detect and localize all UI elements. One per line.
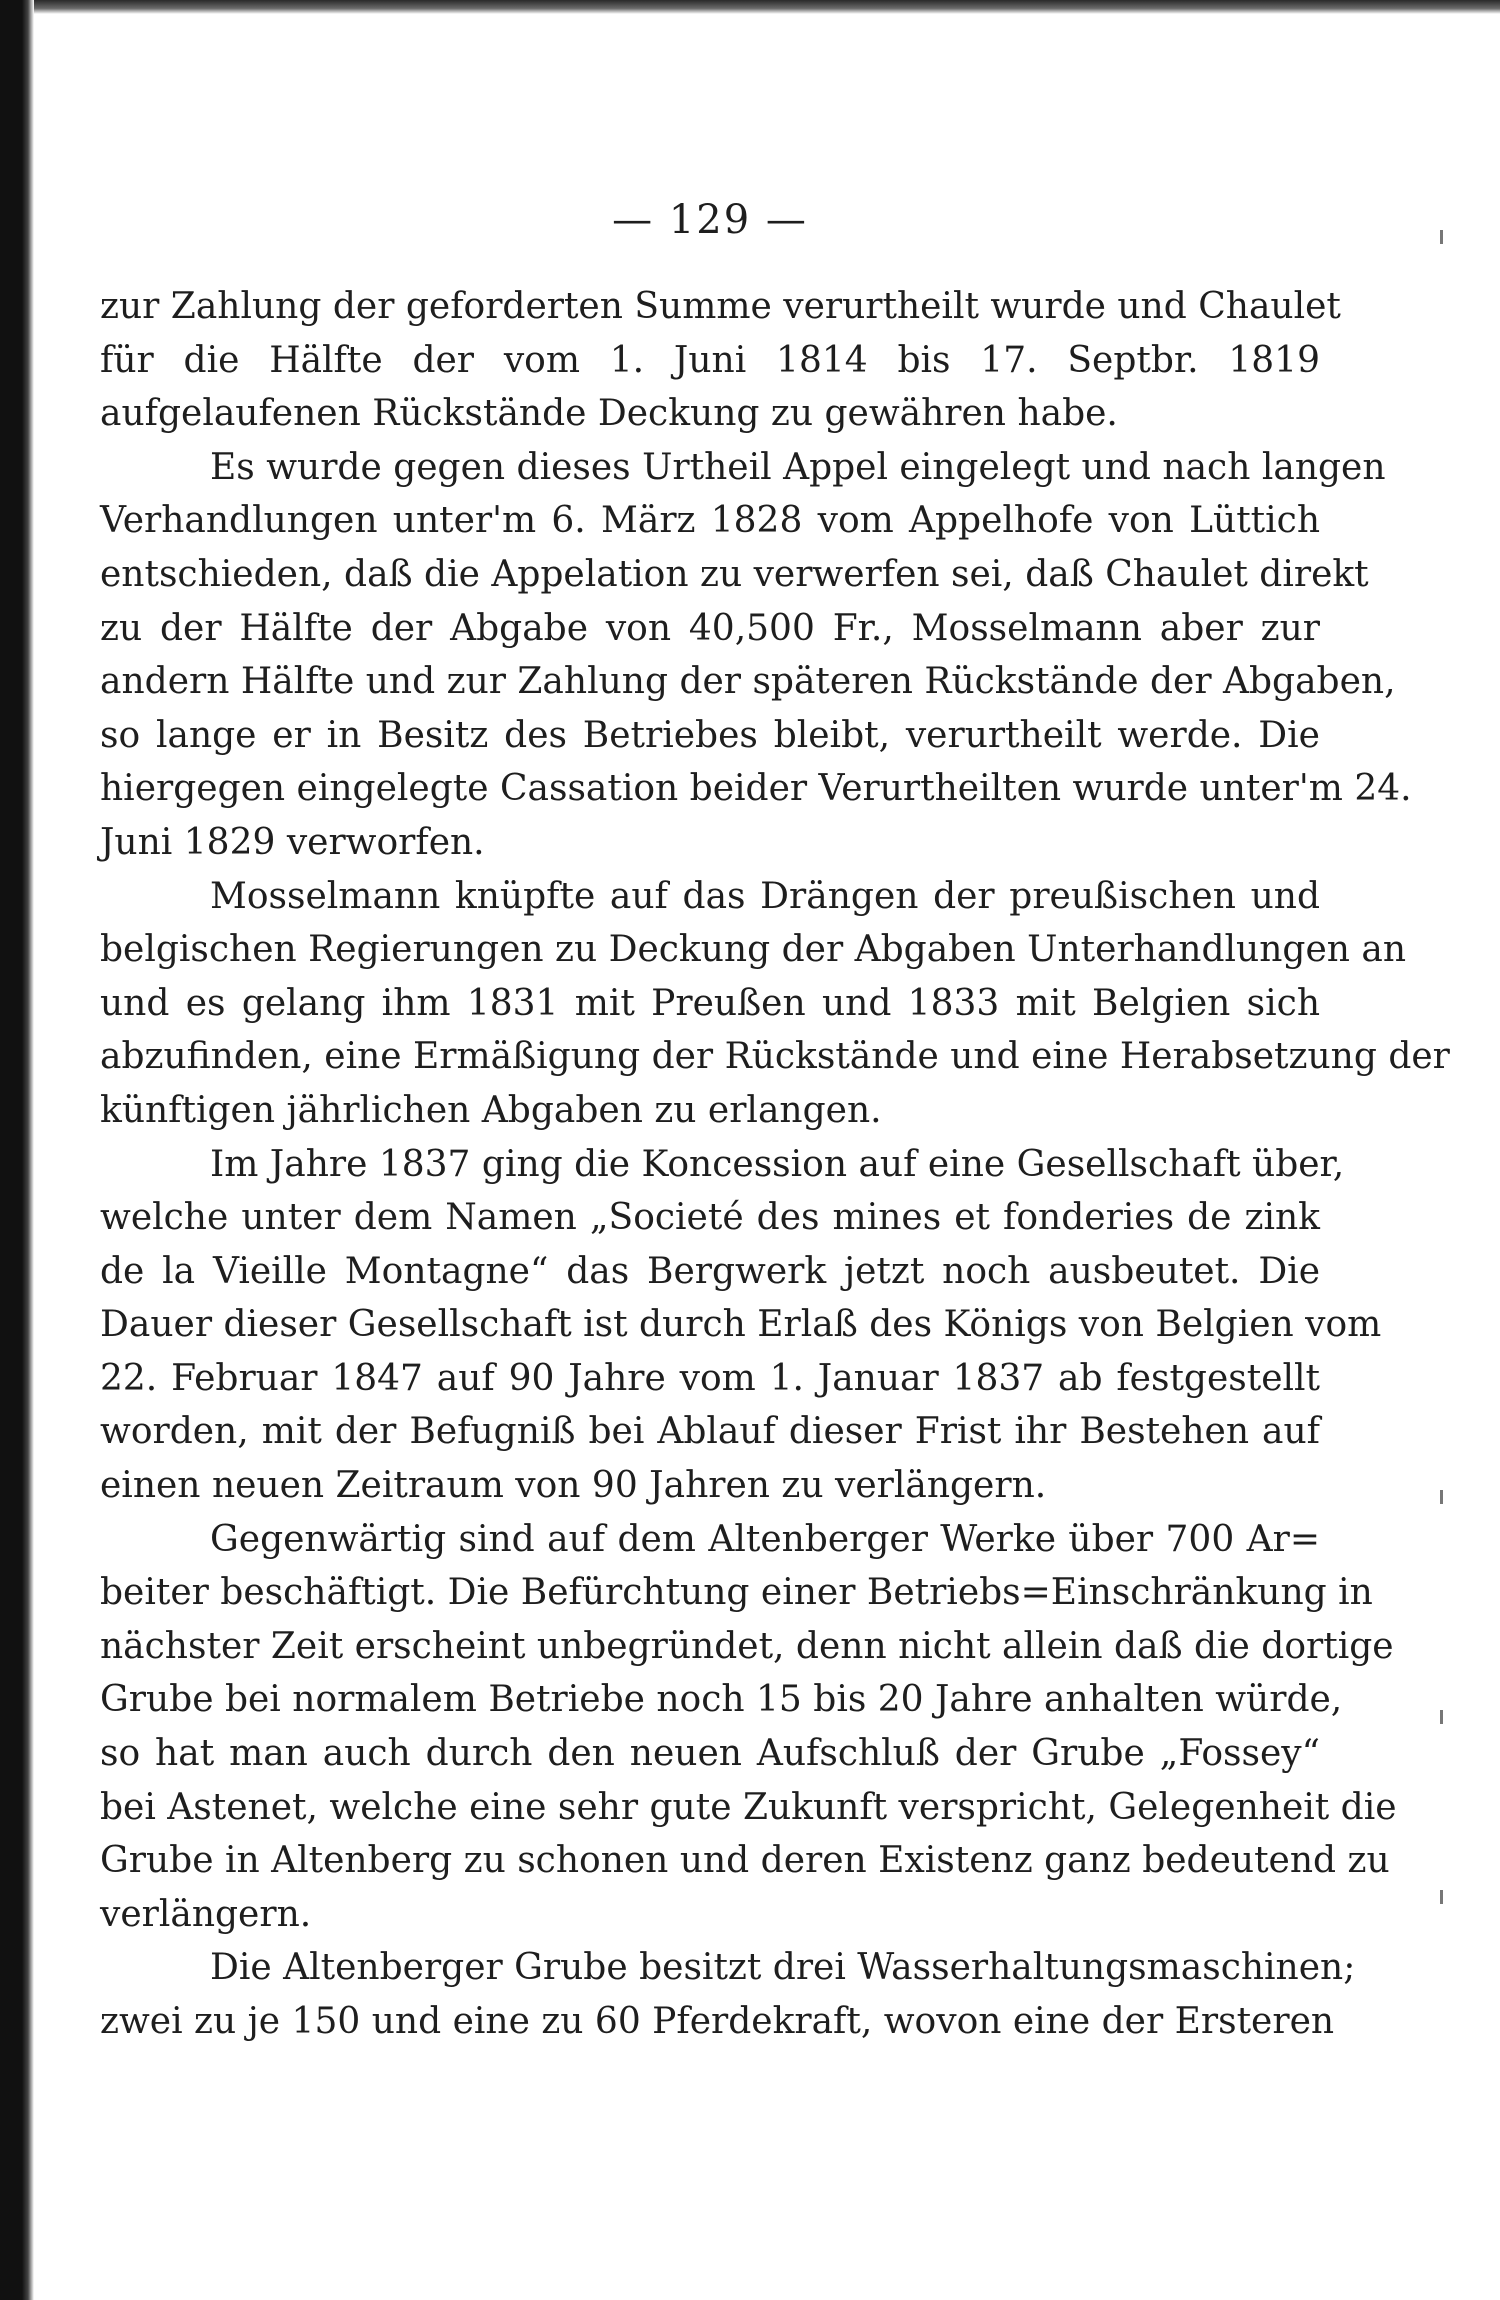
margin-scan-marks [1440, 190, 1470, 2090]
text-line: Grube in Altenberg zu schonen und deren Existenz ganz bedeutend zu [100, 1840, 1390, 1882]
text-line: Grube bei normalem Betriebe noch 15 bis 20 Jahre anhalten würde, [100, 1679, 1343, 1721]
paragraph [100, 441, 1412, 870]
text-line: welche unter dem Namen „Societé des mines et fonderies de zink [100, 1197, 1320, 1239]
text-line: 22. Februar 1847 auf 90 Jahre vom 1. Januar 1837 ab festgestellt [100, 1357, 1320, 1399]
text-line: entschieden, daß die Appelation zu verwerfen sei, daß Chaulet direkt [100, 553, 1369, 595]
text-line: Dauer dieser Gesellschaft ist durch Erlaß des Königs von Belgien vom [100, 1304, 1382, 1346]
document-page [100, 190, 1450, 2049]
text-line: beiter beschäftigt. Die Befürchtung einer Betriebs=Einschränkung in [100, 1572, 1373, 1614]
page-number: — 129 — [612, 197, 808, 243]
text-line: verlängern. [100, 1893, 312, 1935]
scan-top-edge [0, 0, 1500, 14]
text-line: belgischen Regierungen zu Deckung der Abgaben Unterhandlungen an [100, 929, 1407, 971]
scan-binding-edge [0, 0, 34, 2300]
text-line: zwei zu je 150 und eine zu 60 Pferdekraft, wovon eine der Ersteren [100, 2001, 1335, 2042]
text-line: Juni 1829 verworfen. [100, 821, 485, 863]
margin-mark [1440, 1890, 1443, 1904]
text-line: und es gelang ihm 1831 mit Preußen und 1833 mit Belgien sich [100, 982, 1320, 1024]
margin-mark [1440, 1710, 1443, 1724]
text-line: nächster Zeit erscheint unbegründet, denn nicht allein daß die dortige [100, 1625, 1394, 1667]
text-line: so hat man auch durch den neuen Aufschluß der Grube „Fossey“ [100, 1733, 1320, 1775]
text-line: künftigen jährlichen Abgaben zu erlangen. [100, 1089, 882, 1131]
text-line: worden, mit der Befugniß bei Ablauf dieser Frist ihr Bestehen auf [100, 1411, 1320, 1453]
text-line: bei Astenet, welche eine sehr gute Zukunft verspricht, Gelegenheit die [100, 1786, 1397, 1828]
paragraph [100, 1941, 1356, 2048]
text-line: abzufinden, eine Ermäßigung der Rückstände und eine Herabsetzung der [100, 1036, 1450, 1078]
text-line: einen neuen Zeitraum von 90 Jahren zu verlängern. [100, 1465, 1047, 1507]
margin-mark [1440, 230, 1443, 244]
text-line: Mosselmann knüpfte auf das Drängen der preußischen und [210, 875, 1320, 917]
paragraph [100, 280, 1341, 441]
text-line: Verhandlungen unter'm 6. März 1828 vom Appelhofe von Lüttich [100, 500, 1320, 542]
text-line: Es wurde gegen dieses Urtheil Appel eingelegt und nach langen [210, 446, 1386, 488]
text-line: Gegenwärtig sind auf dem Altenberger Werke über 700 Ar= [210, 1518, 1320, 1560]
margin-mark [1440, 1490, 1443, 1504]
text-line: zur Zahlung der geforderten Summe verurtheilt wurde und Chaulet [100, 286, 1341, 327]
paragraph [100, 870, 1450, 1138]
text-body [100, 280, 1450, 2049]
text-line: für die Hälfte der vom 1. Juni 1814 bis 17. Septbr. 1819 [100, 339, 1320, 381]
text-line: de la Vieille Montagne“ das Bergwerk jetzt noch ausbeutet. Die [100, 1250, 1320, 1292]
text-line: zu der Hälfte der Abgabe von 40,500 Fr., Mosselmann aber zur [100, 607, 1320, 649]
text-line: Im Jahre 1837 ging die Koncession auf eine Gesellschaft über, [210, 1143, 1345, 1185]
text-line: so lange er in Besitz des Betriebes bleibt, verurtheilt werde. Die [100, 714, 1320, 756]
paragraph [100, 1138, 1382, 1513]
text-line: aufgelaufenen Rückstände Deckung zu gewähren habe. [100, 393, 1118, 435]
text-line: hiergegen eingelegte Cassation beider Verurtheilten wurde unter'm 24. [100, 768, 1412, 810]
paragraph [100, 1513, 1397, 1942]
text-line: Die Altenberger Grube besitzt drei Wasserhaltungsmaschinen; [210, 1947, 1356, 1989]
text-line: andern Hälfte und zur Zahlung der späteren Rückstände der Abgaben, [100, 661, 1396, 703]
